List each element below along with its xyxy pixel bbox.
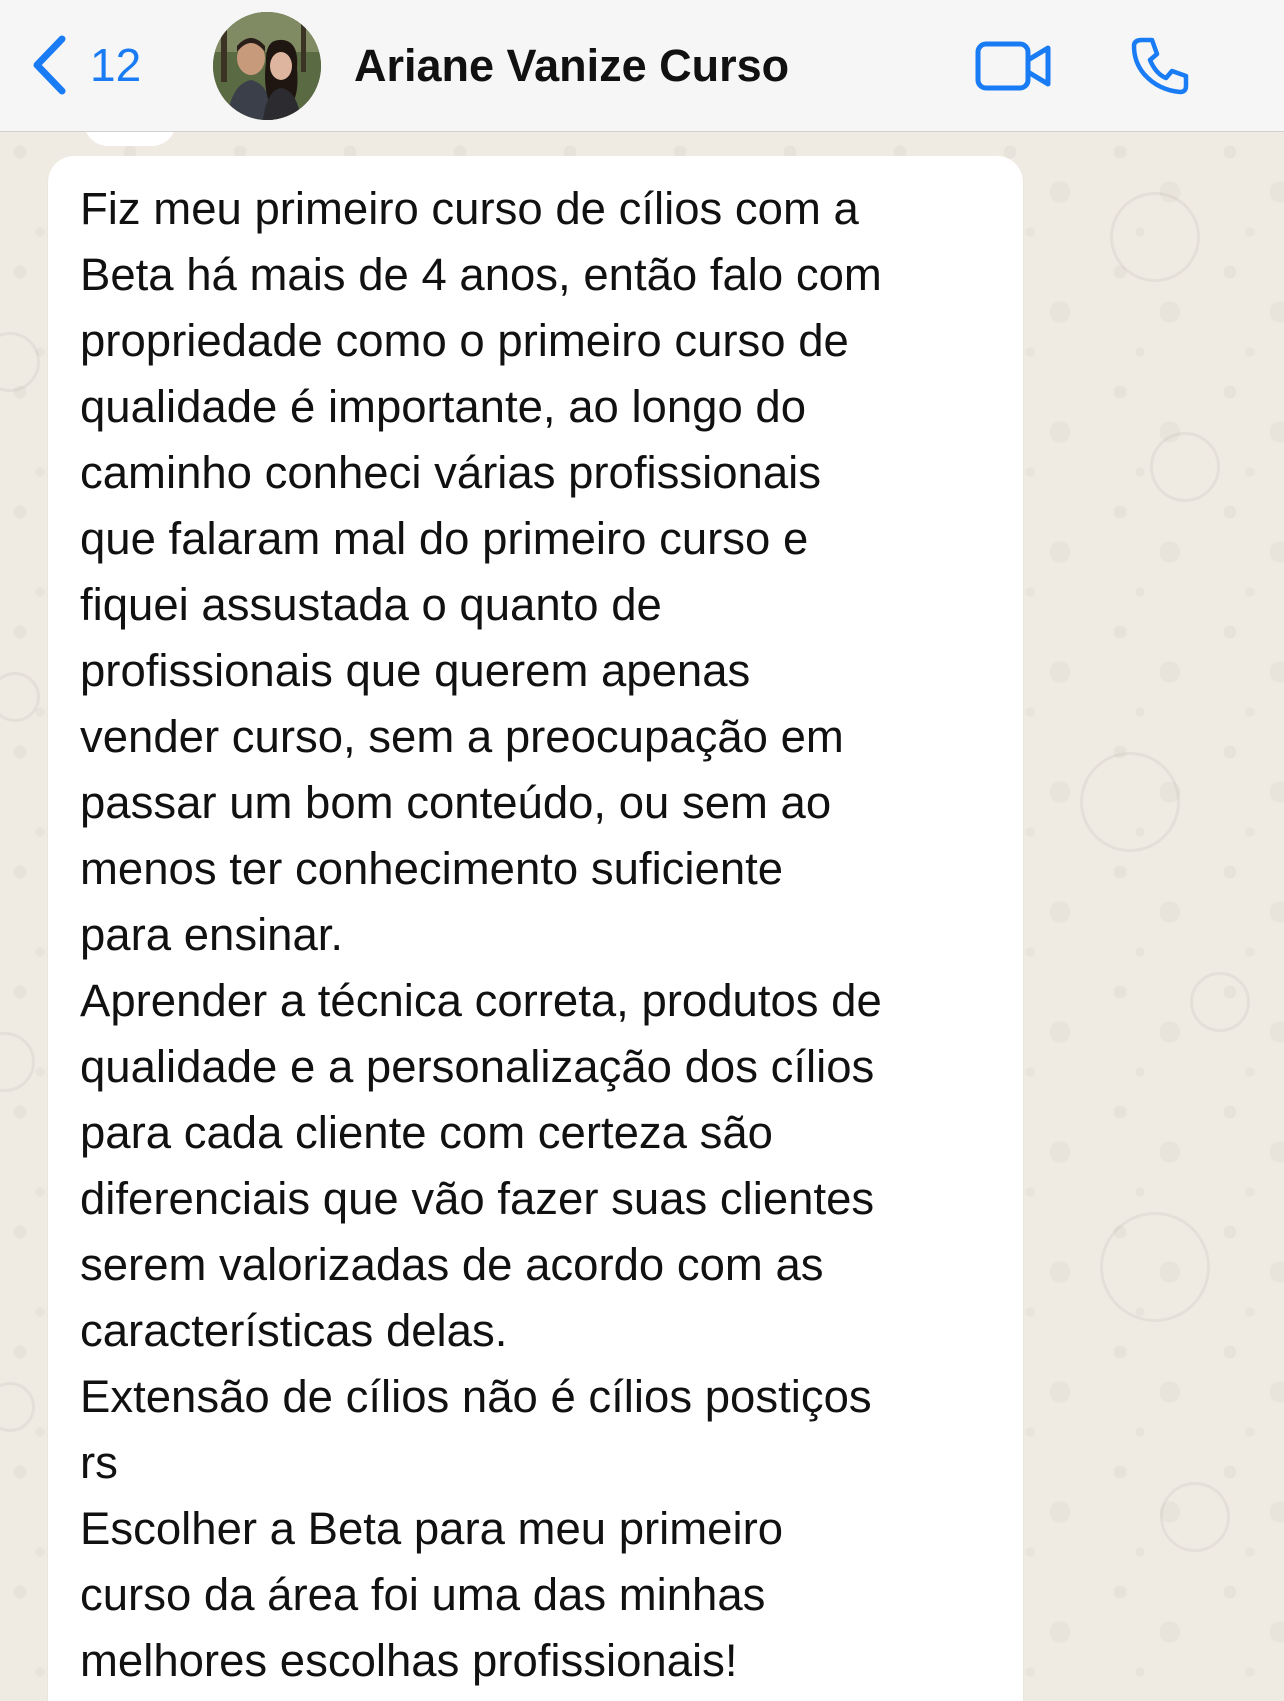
- message-line: vender curso, sem a preocupação em: [80, 711, 844, 762]
- message-line: curso da área foi uma das minhas: [80, 1569, 766, 1620]
- message-line: Fiz meu primeiro curso de cílios com a: [80, 183, 859, 234]
- message-line: diferenciais que vão fazer suas clientes: [80, 1173, 875, 1224]
- message-line: menos ter conhecimento suficiente: [80, 843, 784, 894]
- message-line: qualidade é importante, ao longo do: [80, 381, 807, 432]
- message-line: para ensinar.: [80, 909, 344, 960]
- message-line: Beta há mais de 4 anos, então falo com: [80, 249, 882, 300]
- back-button[interactable]: [30, 28, 141, 102]
- message-line: para cada cliente com certeza são: [80, 1107, 773, 1158]
- message-line: melhores escolhas profissionais!: [80, 1635, 738, 1686]
- message-text: [80, 176, 1015, 1694]
- message-line: fiquei assustada o quanto de: [80, 579, 662, 630]
- avatar[interactable]: [213, 12, 321, 120]
- message-line: características delas.: [80, 1305, 508, 1356]
- video-call-button[interactable]: [974, 30, 1054, 102]
- message-line: serem valorizadas de acordo com as: [80, 1239, 824, 1290]
- phone-icon: [1128, 34, 1192, 98]
- message-line: caminho conheci várias profissionais: [80, 447, 821, 498]
- message-line: Extensão de cílios não é cílios postiços: [80, 1371, 872, 1422]
- avatar-photo: [213, 12, 321, 120]
- message-line: que falaram mal do primeiro curso e: [80, 513, 809, 564]
- video-camera-icon: [974, 38, 1054, 94]
- contact-name[interactable]: Ariane Vanize Curso: [354, 40, 790, 91]
- message-line: profissionais que querem apenas: [80, 645, 751, 696]
- message-line: rs: [80, 1437, 118, 1488]
- chevron-left-icon: [30, 34, 68, 96]
- chat-header: [0, 0, 1284, 132]
- message-line: propriedade como o primeiro curso de: [80, 315, 849, 366]
- message-line: Escolher a Beta para meu primeiro: [80, 1503, 784, 1554]
- voice-call-button[interactable]: [1124, 30, 1196, 102]
- unread-count: 12: [90, 39, 142, 91]
- message-line: Aprender a técnica correta, produtos de: [80, 975, 882, 1026]
- message-line: qualidade e a personalização dos cílios: [80, 1041, 875, 1092]
- message-line: passar um bom conteúdo, ou sem ao: [80, 777, 832, 828]
